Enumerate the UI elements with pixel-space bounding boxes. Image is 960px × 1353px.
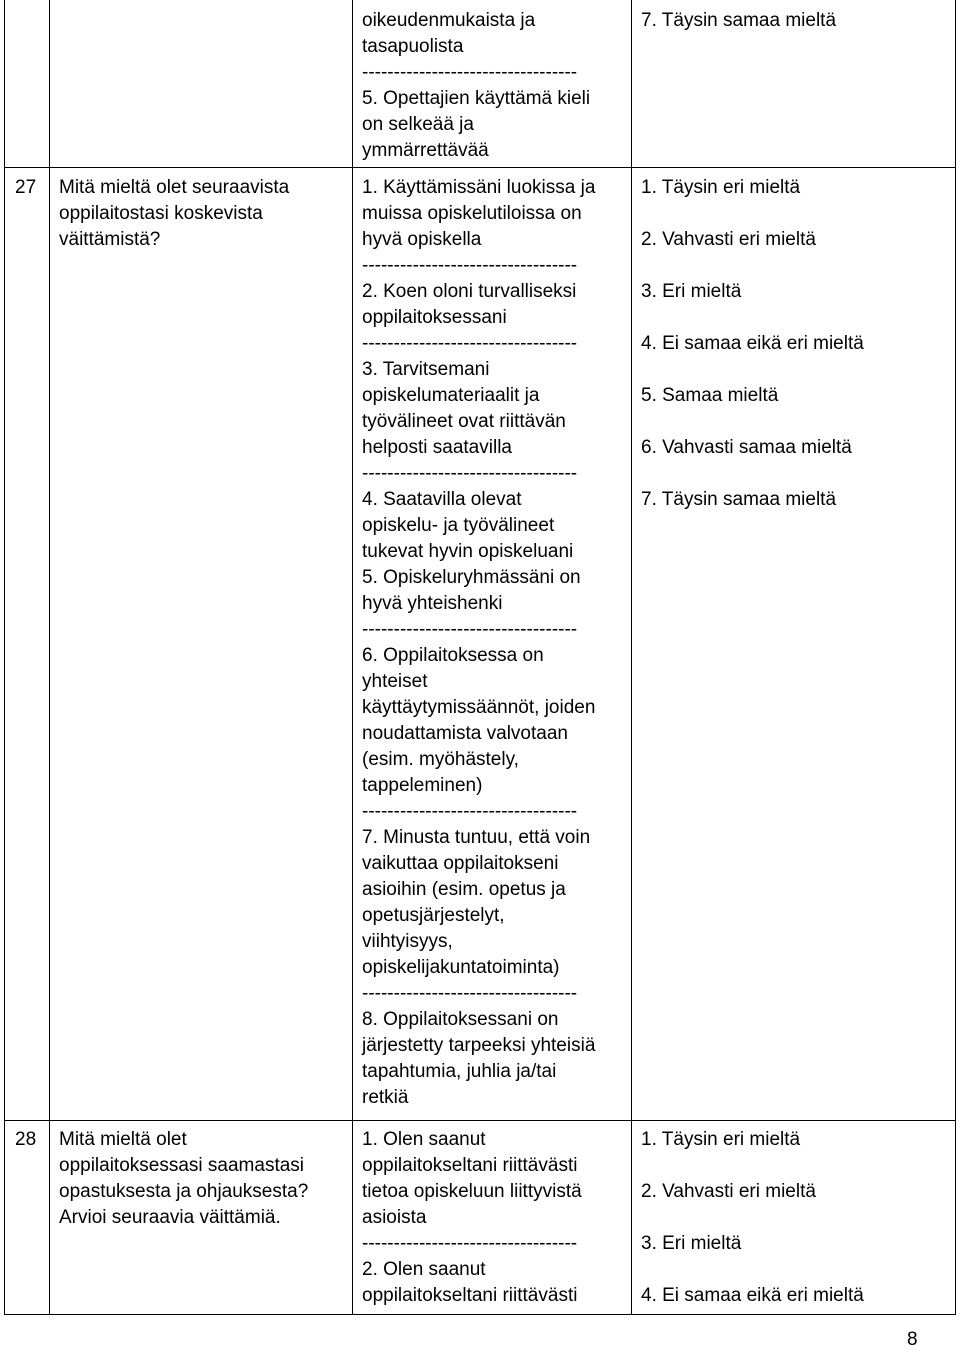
question-line: Mitä mieltä olet seuraavista [59,177,290,198]
statement-line: oppilaitokseltani riittävästi [362,1155,578,1176]
separator-line: ---------------------------------- [362,463,578,484]
statement-line: helposti saatavilla [362,437,512,458]
question-number: 27 [15,177,37,198]
statement-line: vaikuttaa oppilaitokseni [362,853,559,874]
statement-line: tietoa opiskeluun liittyvistä [362,1181,582,1202]
statement-line: viihtyisyys, [362,931,453,952]
statement-line: opiskelijakuntatoiminta) [362,957,560,978]
statement-line: 6. Oppilaitoksessa on [362,645,544,666]
statement-line: yhteiset [362,671,428,692]
statements-cell [362,1127,582,1309]
page-number: 8 [907,1329,918,1350]
scale-option: 2. Vahvasti eri mieltä [641,1181,816,1202]
question-line: Mitä mieltä olet [59,1129,187,1150]
statement-line: asioihin (esim. opetus ja [362,879,566,900]
statement-line: noudattamista valvotaan [362,723,568,744]
scale-option: 1. Täysin eri mieltä [641,177,801,198]
question-line: oppilaitostasi koskevista [59,203,263,224]
statement-line: tappeleminen) [362,775,483,796]
scale-option: 4. Ei samaa eikä eri mieltä [641,333,864,354]
separator-line: ---------------------------------- [362,1233,578,1254]
scale-cell [641,8,836,34]
statement-line: oppilaitoksessani [362,307,507,328]
statement-line: (esim. myöhästely, [362,749,519,770]
statements-cell [362,8,590,164]
statement-line: opiskelumateriaalit ja [362,385,540,406]
column-divider [49,0,50,1314]
statement-line: ymmärrettävää [362,140,489,161]
row-divider [5,167,955,168]
scale-cell [641,175,864,539]
statement-line: on selkeää ja [362,114,474,135]
statement-line: tapahtumia, juhlia ja/tai [362,1061,557,1082]
scale-cell [641,1127,864,1335]
column-divider [631,0,632,1314]
scale-option: 1. Täysin eri mieltä [641,1129,801,1150]
statement-line: opiskelu- ja työvälineet [362,515,555,536]
scale-option: 3. Eri mieltä [641,1233,742,1254]
question-line: Arvioi seuraavia väittämiä. [59,1207,281,1228]
statement-line: tukevat hyvin opiskeluani [362,541,574,562]
statement-line: retkiä [362,1087,409,1108]
statement-line: oppilaitokseltani riittävästi [362,1285,578,1306]
separator-line: ---------------------------------- [362,333,578,354]
separator-line: ---------------------------------- [362,983,578,1004]
survey-table [4,0,956,1315]
statement-line: käyttäytymissäännöt, joiden [362,697,596,718]
scale-option: 7. Täysin samaa mieltä [641,489,837,510]
statement-line: 8. Oppilaitoksessani on [362,1009,559,1030]
scale-option: 5. Samaa mieltä [641,385,779,406]
statement-line: hyvä yhteishenki [362,593,503,614]
scale-option: 4. Ei samaa eikä eri mieltä [641,1285,864,1306]
statement-line: 5. Opettajien käyttämä kieli [362,88,591,109]
scale-option: 6. Vahvasti samaa mieltä [641,437,852,458]
question-text [59,1127,308,1231]
column-divider [352,0,353,1314]
statement-line: 1. Olen saanut [362,1129,486,1150]
statement-line: 7. Minusta tuntuu, että voin [362,827,591,848]
statement-line: hyvä opiskella [362,229,482,250]
separator-line: ---------------------------------- [362,619,578,640]
question-text [59,175,289,253]
row-divider [5,1120,955,1121]
statement-line: tasapuolista [362,36,464,57]
statement-line: 3. Tarvitsemani [362,359,490,380]
statement-line: asioista [362,1207,427,1228]
statement-line: 2. Koen oloni turvalliseksi [362,281,577,302]
statement-line: oikeudenmukaista ja [362,10,536,31]
question-number: 28 [15,1129,37,1150]
separator-line: ---------------------------------- [362,801,578,822]
scale-option: 2. Vahvasti eri mieltä [641,229,816,250]
statement-line: työvälineet ovat riittävän [362,411,566,432]
question-line: oppilaitoksessasi saamastasi [59,1155,305,1176]
statement-line: muissa opiskelutiloissa on [362,203,582,224]
statement-line: opetusjärjestelyt, [362,905,505,926]
statement-line: järjestetty tarpeeksi yhteisiä [362,1035,596,1056]
separator-line: ---------------------------------- [362,62,578,83]
statement-line: 1. Käyttämissäni luokissa ja [362,177,596,198]
separator-line: ---------------------------------- [362,255,578,276]
statements-cell [362,175,595,1111]
question-line: opastuksesta ja ohjauksesta? [59,1181,309,1202]
statement-line: 4. Saatavilla olevat [362,489,522,510]
scale-option: 7. Täysin samaa mieltä [641,10,837,31]
statement-line: 2. Olen saanut [362,1259,486,1280]
question-line: väittämistä? [59,229,161,250]
scale-option: 3. Eri mieltä [641,281,742,302]
statement-line: 5. Opiskeluryhmässäni on [362,567,581,588]
